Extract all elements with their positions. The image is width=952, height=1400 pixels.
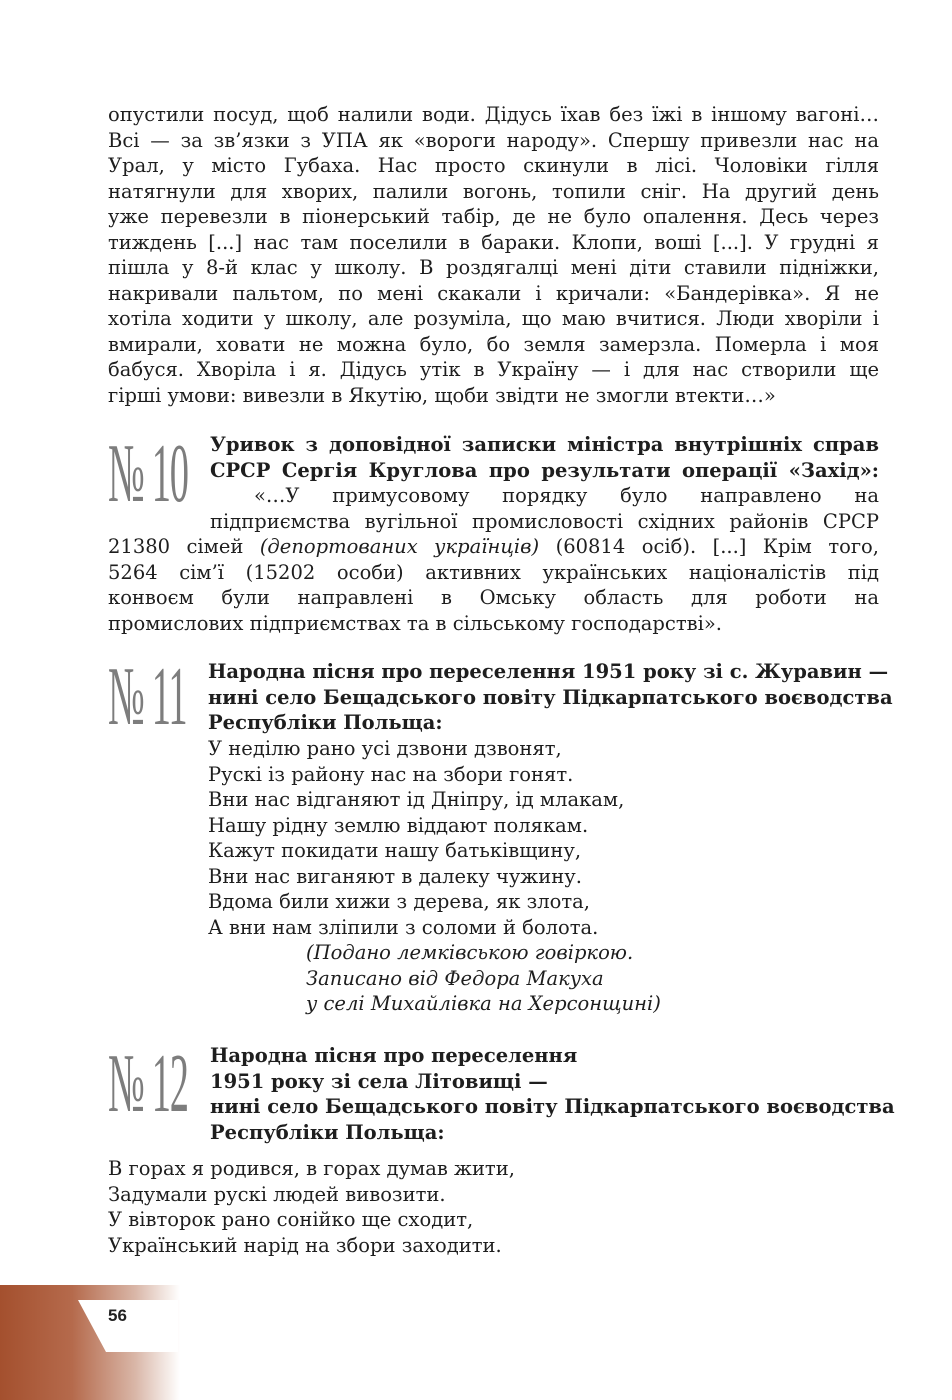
song-line: Кажут покидати нашу батьківщину, bbox=[208, 839, 582, 862]
intro-line: вмирали, ховати не можна було, бо земля замерзла. Померла і моя bbox=[108, 332, 879, 356]
doc10-heading bbox=[210, 432, 879, 534]
intro-line: тиждень [...] нас там поселили в бараки. Клопи, воші [...]. У грудні я bbox=[108, 230, 879, 254]
doc11-source-note bbox=[306, 940, 661, 1017]
doc11-heading-line: Республіки Польща: bbox=[208, 711, 443, 734]
intro-line: уже перевезли в піонерський табір, де не було опалення. Десь через bbox=[108, 205, 879, 228]
doc10-quote-line: промислових підприємствах та в сільському господарстві». bbox=[108, 611, 722, 635]
doc11-song bbox=[208, 736, 624, 940]
doc11-heading-line: Народна пісня про переселення 1951 року зі с. Журавин — bbox=[208, 660, 889, 683]
doc10-heading-line: Уривок з доповідної записки міністра внутрішніх справ bbox=[210, 433, 879, 456]
document-number-11: № 11 bbox=[108, 650, 187, 743]
doc11-heading-line: нині село Бещадського повіту Підкарпатського воєводства bbox=[208, 685, 893, 709]
document-number-12: № 12 bbox=[108, 1037, 188, 1130]
doc10-quote-line: конвоєм були направлені в Омську область для роботи на bbox=[108, 586, 879, 609]
song-line: А вни нам зліпили з соломи й болота. bbox=[208, 915, 599, 939]
doc10-quote-italic: (депортованих українців) bbox=[259, 535, 540, 558]
intro-line: натягнули для хворих, палили вогонь, топили сніг. На другий день bbox=[108, 179, 879, 203]
source-note-line: Записано від Федора Макуха bbox=[306, 966, 604, 990]
doc12-heading-line: Народна пісня про переселення bbox=[210, 1044, 578, 1067]
intro-line: Всі — за зв’язки з УПА як «вороги народу». Спершу привезли нас на bbox=[108, 128, 879, 152]
doc12-heading-line: нині село Бещадського повіту Підкарпатського воєводства bbox=[210, 1095, 895, 1118]
intro-line: гірші умови: вивезли в Якутію, щоби звідти не змогли втекти…» bbox=[108, 383, 776, 407]
intro-line: опустили посуд, щоб налили води. Дідусь їхав без їжі в іншому вагоні… bbox=[108, 103, 879, 126]
doc10-quote-line: 5264 сім’ї (15202 особи) активних українських націоналістів під bbox=[108, 560, 879, 584]
source-note-line: (Подано лемківською говіркою. bbox=[306, 941, 634, 964]
doc10-quote-text: 21380 сімей bbox=[108, 535, 260, 558]
song-line: Нашу рідну землю віддают полякам. bbox=[208, 813, 589, 837]
intro-line: Урал, у місто Губаха. Нас просто скинули в лісі. Чоловіки гілля bbox=[108, 154, 879, 177]
doc10-quote bbox=[108, 534, 879, 636]
document-number-10: № 10 bbox=[108, 427, 188, 520]
doc10-quote-line bbox=[108, 534, 879, 560]
song-line: Задумали рускі людей вивозити. bbox=[108, 1182, 446, 1206]
doc12-heading-line: Республіки Польща: bbox=[210, 1120, 445, 1144]
doc12-song bbox=[108, 1156, 515, 1258]
song-line: Вни нас виганяют в далеку чужину. bbox=[208, 864, 582, 888]
page-number: 56 bbox=[108, 1306, 127, 1325]
intro-line: накривали пальтом, по мені скакали і кричали: «Бандерівка». Я не bbox=[108, 281, 879, 305]
intro-line: пішла у 8-й клас у школу. В роздягалці мені діти ставили підніжки, bbox=[108, 256, 879, 279]
doc11-heading bbox=[208, 659, 893, 736]
intro-line: бабуся. Хворіла і я. Дідусь утік в Україну — і для нас створили ще bbox=[108, 358, 879, 381]
doc10-quote-text: (60814 осіб). [...] Крім того, bbox=[539, 535, 879, 558]
song-line: У неділю рано усі дзвони дзвонят, bbox=[208, 737, 562, 760]
intro-line: хотіла ходити у школу, але розуміла, що маю вчитися. Люди хворіли і bbox=[108, 307, 879, 330]
song-line: В горах я родився, в горах думав жити, bbox=[108, 1157, 515, 1180]
song-line: Вдома били хижи з дерева, як злота, bbox=[208, 890, 590, 913]
doc12-heading-line: 1951 року зі села Літовищі — bbox=[210, 1069, 548, 1093]
doc12-heading bbox=[210, 1043, 895, 1145]
song-line: Рускі із району нас на збори гонят. bbox=[208, 762, 574, 786]
doc10-quote-line: підприємства вугільної промисловості східних районів СРСР bbox=[210, 509, 879, 533]
doc10-heading-line: СРСР Сергія Круглова про результати операції «Захід»: bbox=[210, 458, 879, 482]
song-line: Український нарід на збори заходити. bbox=[108, 1233, 502, 1257]
song-line: У вівторок рано сонійко ще сходит, bbox=[108, 1208, 474, 1231]
source-note-line: у селі Михайлівка на Херсонщині) bbox=[306, 992, 661, 1015]
intro-paragraph bbox=[108, 102, 879, 408]
doc10-quote-line: «…У примусовому порядку було направлено на bbox=[254, 484, 879, 507]
song-line: Вни нас відганяют ід Дніпру, ід млакам, bbox=[208, 788, 625, 811]
